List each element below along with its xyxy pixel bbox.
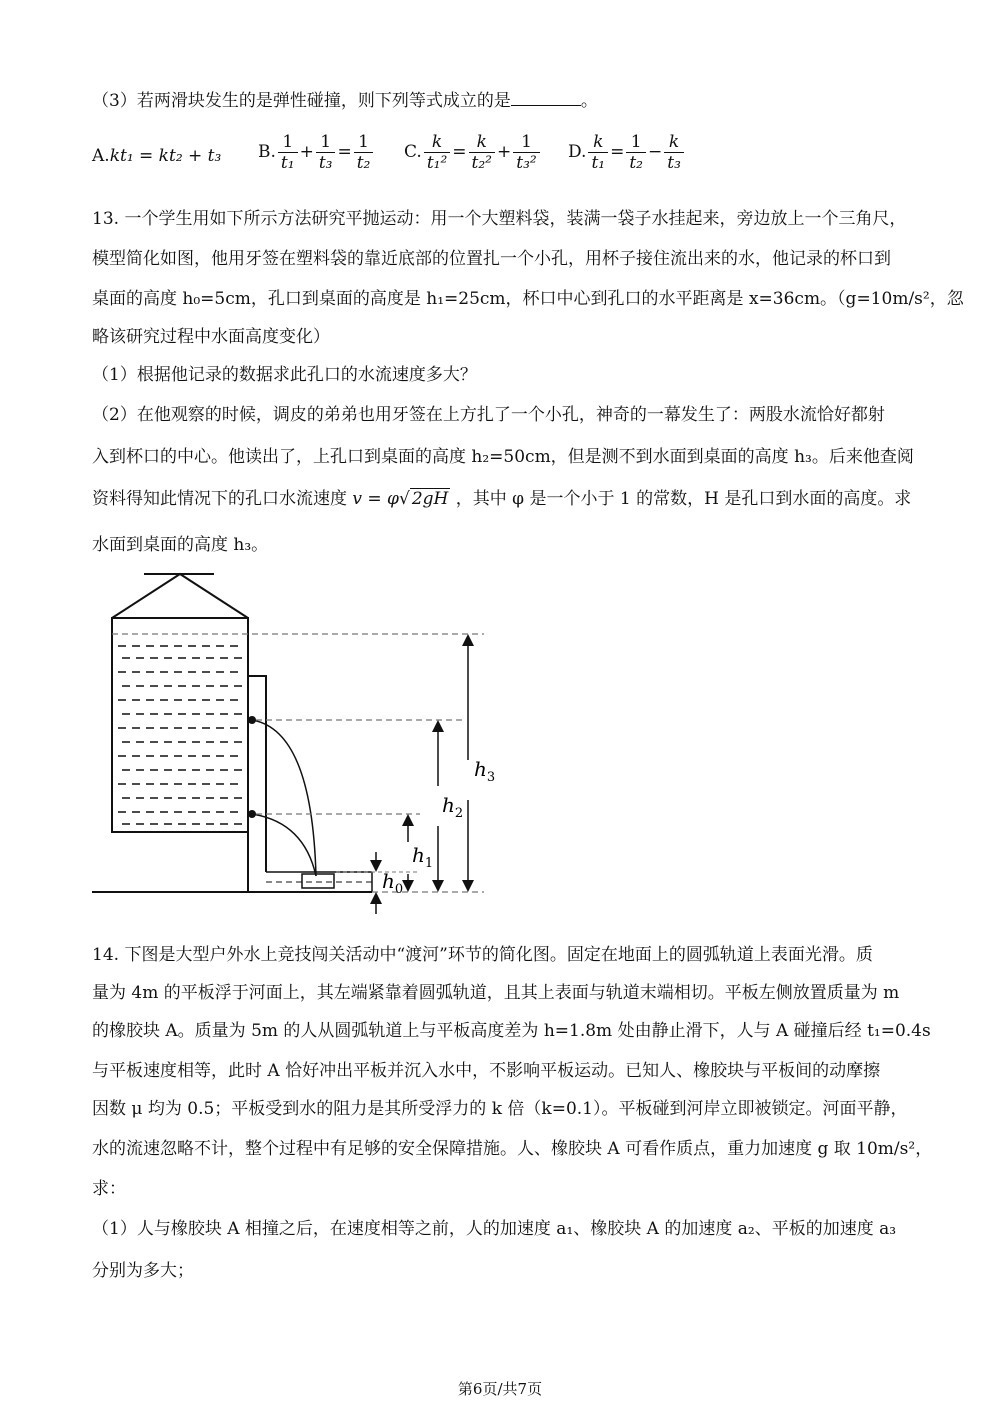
water-dashes: [118, 646, 242, 824]
option-c: [404, 132, 542, 173]
page-footer: 第6页/共7页: [457, 1380, 543, 1398]
h2-label: $h_2$: [442, 793, 464, 821]
lower-stream: [252, 814, 316, 876]
frac-den: t₂: [356, 153, 371, 173]
velocity-formula-lhs: v = φ: [352, 489, 399, 509]
q13-part2-line3-post: ，其中 φ 是一个小于 1 的常数，H 是孔口到水面的高度。求: [455, 489, 912, 509]
option-b: [258, 132, 375, 173]
option-a-expr: kt₁ = kt₂ + t₃: [109, 146, 222, 166]
plus-sign: +: [497, 142, 512, 162]
frac-num: k: [469, 132, 495, 153]
answer-blank: [511, 89, 581, 106]
frac-den: t₁: [591, 153, 606, 173]
frac-den: t₁: [280, 153, 295, 173]
minus-sign: −: [648, 142, 663, 162]
frac-num: k: [588, 132, 608, 153]
frac-num: 1: [354, 132, 374, 153]
equals-sign: =: [452, 142, 467, 162]
q13-part2-line2: 入到杯口的中心。他读出了，上孔口到桌面的高度 h₂=50cm，但是测不到水面到桌面的高度 h₃。后来他查阅: [92, 447, 914, 467]
frac-num: 1: [278, 132, 298, 153]
option-c-label: C.: [404, 142, 422, 162]
frac-den: t₂: [629, 153, 643, 173]
q14-line7: 求：: [92, 1179, 126, 1199]
q14-line5: 因数 μ 均为 0.5；平板受到水的阻力是其所受浮力的 k 倍（k=0.1）。平板碰到河岸立即被锁定。河面平静，: [92, 1099, 908, 1119]
q13-line4: 略该研究过程中水面高度变化）: [92, 327, 330, 347]
option-d: [568, 132, 686, 173]
frac-num: k: [664, 132, 684, 153]
frac-den: t₂²: [471, 153, 492, 173]
h1-label: $h_1$: [412, 843, 434, 871]
q13-line3: 桌面的高度 h₀=5cm，孔口到桌面的高度是 h₁=25cm，杯口中心到孔口的水平距离是 x=36cm。（g=10m/s²，忽: [92, 289, 964, 309]
equals-sign: =: [610, 142, 625, 162]
q14-line1: 14. 下图是大型户外水上竞技闯关活动中“渡河”环节的简化图。固定在地面上的圆弧轨道上表面光滑。质: [92, 945, 873, 965]
option-b-frac1: [278, 132, 298, 173]
option-a-label: A.: [92, 146, 110, 166]
frac-den: t₃: [667, 153, 681, 173]
frac-num: k: [424, 132, 450, 153]
option-d-label: D.: [568, 142, 587, 162]
option-b-label: B.: [258, 142, 276, 162]
option-d-frac2: [626, 132, 646, 173]
q14-line4: 与平板速度相等，此时 A 恰好冲出平板并沉入水中，不影响平板运动。已知人、橡胶块与平板间的动摩擦: [92, 1061, 881, 1081]
q13-part2-line3-pre: 资料得知此情况下的孔口水流速度: [92, 489, 347, 509]
frac-den: t₃: [318, 153, 333, 173]
frac-num: 1: [316, 132, 336, 153]
q14-line3: 的橡胶块 A。质量为 5m 的人从圆弧轨道上与平板高度差为 h=1.8m 处由静止滑下，人与 A 碰撞后经 t₁=0.4s: [92, 1021, 931, 1041]
frac-den: t₃²: [516, 153, 537, 173]
frac-num: 1: [626, 132, 646, 153]
option-d-frac3: [664, 132, 684, 173]
triangle-ruler: [248, 676, 266, 872]
option-c-frac2: [469, 132, 495, 173]
q13-part2-line3: [92, 484, 911, 509]
h3-label: $h_3$: [474, 757, 496, 785]
equals-sign: =: [337, 142, 352, 162]
q14-line2: 量为 4m 的平板浮于河面上，其左端紧靠着圆弧轨道，且其上表面与轨道末端相切。平板左侧放置质量为 m: [92, 983, 900, 1003]
bag-top: [112, 574, 248, 618]
option-c-frac3: [513, 132, 539, 173]
sqrt-sign: √: [398, 489, 410, 509]
q14-part1-line2: 分别为多大；: [92, 1261, 194, 1281]
water-bag-figure: [0, 560, 1000, 920]
q14-part1-line1: （1）人与橡胶块 A 相撞之后，在速度相等之前，人的加速度 a₁、橡胶块 A 的加速度 a₂、平板的加速度 a₃: [92, 1219, 897, 1239]
plus-sign: +: [299, 142, 314, 162]
plastic-bag: [112, 618, 248, 832]
option-b-frac2: [316, 132, 336, 173]
frac-den: t₁²: [426, 153, 448, 173]
q13-part1: （1）根据他记录的数据求此孔口的水流速度多大？: [92, 365, 477, 385]
frac-num: 1: [513, 132, 539, 153]
q13-line2: 模型简化如图，他用牙签在塑料袋的靠近底部的位置扎一个小孔，用杯子接住流出来的水，他记录的杯口到: [92, 249, 891, 269]
q13-line1: 13. 一个学生用如下所示方法研究平抛运动：用一个大塑料袋，装满一袋子水挂起来，旁边放上一个三角尺，: [92, 209, 907, 229]
q13-part2-line1: （2）在他观察的时候，调皮的弟弟也用牙签在上方扎了一个小孔，神奇的一幕发生了：两股水流恰好都射: [92, 405, 885, 425]
velocity-formula-root: 2gH: [411, 489, 449, 509]
q12-part3-text: （3）若两滑块发生的是弹性碰撞，则下列等式成立的是: [92, 91, 511, 111]
option-b-frac3: [354, 132, 374, 173]
q14-line6: 水的流速忽略不计，整个过程中有足够的安全保障措施。人、橡胶块 A 可看作质点，重力加速度 g 取 10m/s²，: [92, 1139, 933, 1159]
q13-part2-line4: 水面到桌面的高度 h₃。: [92, 535, 269, 555]
upper-stream: [252, 720, 316, 876]
option-d-frac1: [588, 132, 608, 173]
cup: [302, 874, 334, 888]
option-c-frac1: [424, 132, 450, 173]
option-a: [92, 146, 221, 166]
q12-part3: [92, 86, 598, 111]
h0-label: $h_0$: [382, 869, 404, 897]
q12-part3-end: 。: [580, 91, 598, 111]
